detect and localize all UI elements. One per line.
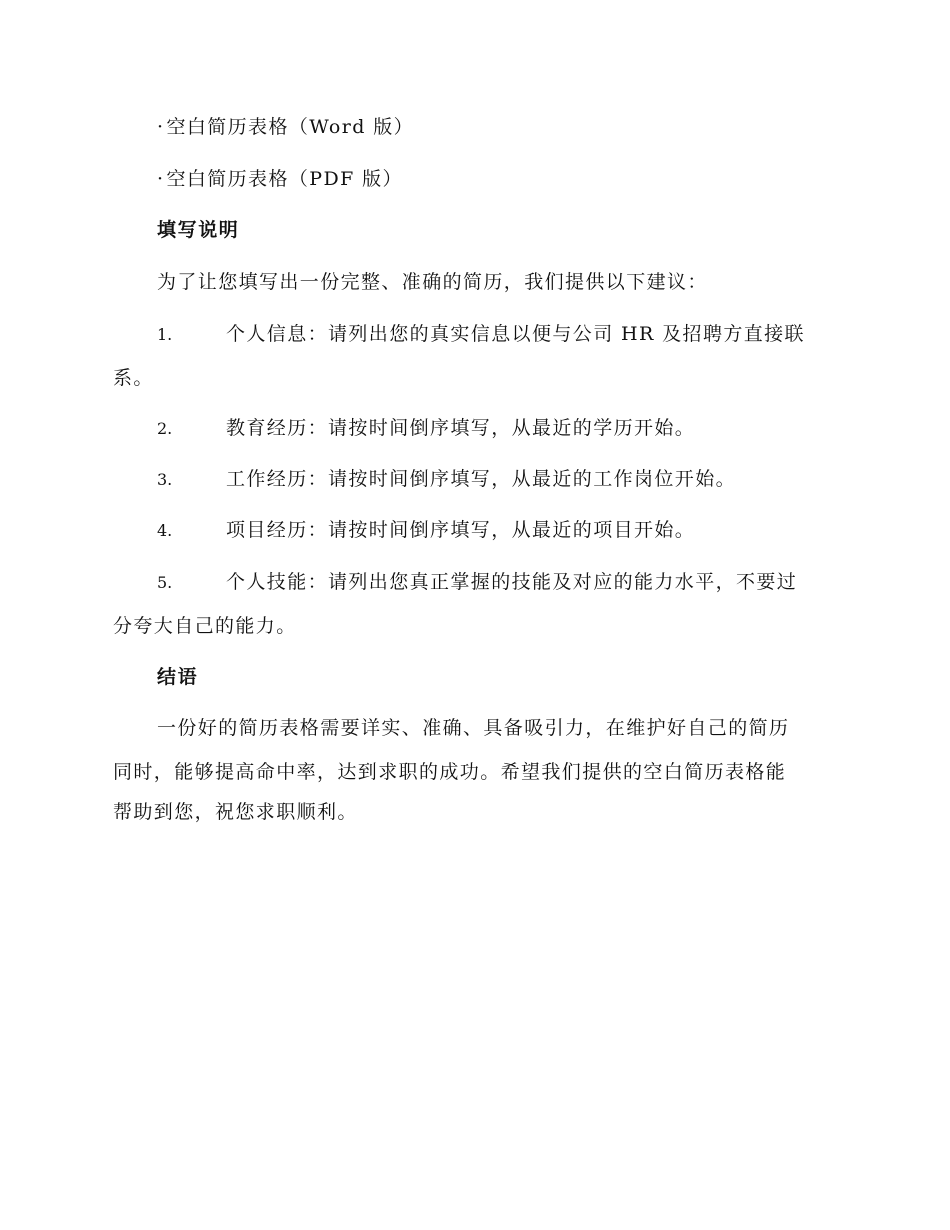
list-number: 5. xyxy=(157,573,173,592)
list-item-text: 个人技能：请列出您真正掌握的技能及对应的能力水平，不要过 xyxy=(226,571,798,593)
list-number: 3. xyxy=(157,470,173,489)
conclusion-line: 一份好的简历表格需要详实、准确、具备吸引力，在维护好自己的简历 xyxy=(157,717,790,739)
list-item-text: 项目经历：请按时间倒序填写，从最近的项目开始。 xyxy=(226,519,696,541)
bullet-dot: · xyxy=(157,116,165,138)
bullet-dot: · xyxy=(157,168,165,190)
list-item-continuation: 分夸大自己的能力。 xyxy=(113,615,297,637)
list-item-text: 教育经历：请按时间倒序填写，从最近的学历开始。 xyxy=(226,417,696,439)
list-item-text: 个人信息：请列出您的真实信息以便与公司 HR 及招聘方直接联 xyxy=(226,323,805,345)
section-heading-conclusion: 结语 xyxy=(157,666,199,688)
bullet-text: 空白简历表格（PDF 版） xyxy=(166,168,403,190)
conclusion-line: 同时，能够提高命中率，达到求职的成功。希望我们提供的空白简历表格能 xyxy=(113,761,787,783)
bullet-item-pdf xyxy=(157,167,403,191)
section-heading-fill-instructions: 填写说明 xyxy=(157,219,240,241)
conclusion-line: 帮助到您，祝您求职顺利。 xyxy=(113,801,358,823)
list-number: 4. xyxy=(157,521,173,540)
list-number: 1. xyxy=(157,325,173,344)
bullet-text: 空白简历表格（Word 版） xyxy=(166,116,415,138)
list-item-continuation: 系。 xyxy=(113,367,154,389)
list-number: 2. xyxy=(157,419,173,438)
fill-intro-paragraph: 为了让您填写出一份完整、准确的简历，我们提供以下建议： xyxy=(157,271,708,293)
bullet-item-word xyxy=(157,115,414,139)
list-item-text: 工作经历：请按时间倒序填写，从最近的工作岗位开始。 xyxy=(226,468,737,490)
